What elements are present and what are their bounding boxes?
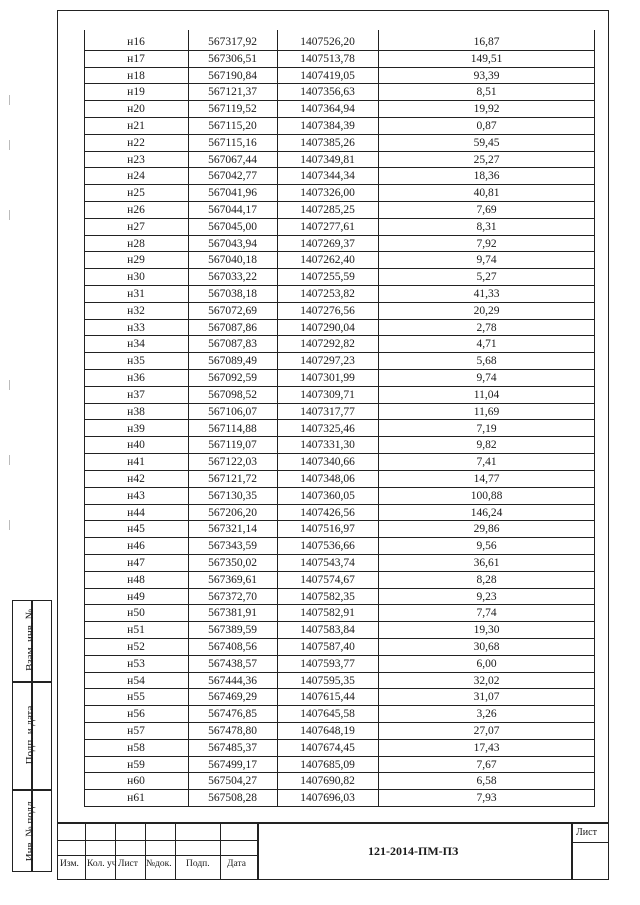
point-name-cell: н46 [127,540,145,553]
distance-cell: 41,33 [473,288,500,301]
col-data-label: Дата [227,859,246,869]
x-coordinate-cell: 567306,51 [208,52,257,65]
x-coordinate-cell: 567389,59 [208,624,257,637]
x-coordinate-cell: 567343,59 [208,540,257,553]
distance-cell: 7,67 [476,758,497,771]
y-coordinate-cell: 1407419,05 [300,69,355,82]
y-coordinate-cell: 1407255,59 [300,271,355,284]
y-coordinate-cell: 1407526,20 [300,36,355,48]
x-coordinate-cell: 567038,18 [208,288,257,301]
y-coordinate-cell: 1407513,78 [300,52,355,65]
x-coordinate-cell: 567408,56 [208,640,257,653]
table-row [84,135,595,152]
y-coordinate-cell: 1407595,35 [300,674,355,687]
distance-cell: 19,30 [473,624,500,637]
distance-cell: 20,29 [473,304,500,317]
distance-cell: 59,45 [473,136,500,149]
document-code: 121-2014-ПМ-ПЗ [368,844,459,858]
point-name-cell: н21 [127,120,145,133]
distance-cell: 2,78 [476,321,497,334]
x-coordinate-cell: 567444,36 [208,674,257,687]
point-name-cell: н45 [127,523,145,536]
table-row [84,219,595,236]
distance-cell: 11,69 [473,405,500,418]
y-coordinate-cell: 1407344,34 [300,170,355,183]
distance-cell: 9,82 [476,439,497,452]
point-name-cell: н42 [127,472,145,485]
point-name-cell: н20 [127,103,145,116]
point-name-cell: н39 [127,422,145,435]
table-row [84,387,595,404]
x-coordinate-cell: 567043,94 [208,237,257,250]
table-row [84,723,595,740]
y-coordinate-cell: 1407326,00 [300,187,355,200]
x-coordinate-cell: 567372,70 [208,590,257,603]
x-coordinate-cell: 567033,22 [208,271,257,284]
table-row [84,236,595,253]
y-coordinate-cell: 1407301,99 [300,372,355,385]
y-coordinate-cell: 1407297,23 [300,355,355,368]
x-coordinate-cell: 567504,27 [208,775,257,788]
distance-cell: 146,24 [470,506,503,519]
x-coordinate-cell: 567476,85 [208,708,257,721]
y-coordinate-cell: 1407593,77 [300,657,355,670]
point-name-cell: н49 [127,590,145,603]
x-coordinate-cell: 567321,14 [208,523,257,536]
table-row [84,572,595,589]
point-name-cell: н58 [127,741,145,754]
point-name-cell: н30 [127,271,145,284]
y-coordinate-cell: 1407356,63 [300,86,355,99]
distance-cell: 40,81 [473,187,500,200]
distance-cell: 7,19 [476,422,497,435]
distance-cell: 149,51 [470,52,503,65]
y-coordinate-cell: 1407325,46 [300,422,355,435]
x-coordinate-cell: 567087,83 [208,338,257,351]
table-row [84,269,595,286]
point-name-cell: н50 [127,607,145,620]
distance-cell: 3,26 [476,708,497,721]
col-kol-label: Кол. уч [87,859,117,869]
y-coordinate-cell: 1407309,71 [300,388,355,401]
distance-cell: 7,41 [476,456,497,469]
y-coordinate-cell: 1407674,45 [300,741,355,754]
x-coordinate-cell: 567092,59 [208,372,257,385]
y-coordinate-cell: 1407349,81 [300,153,355,166]
y-coordinate-cell: 1407587,40 [300,640,355,653]
side-stamp [12,600,56,872]
distance-cell: 9,23 [476,590,497,603]
x-coordinate-cell: 567508,28 [208,792,257,805]
distance-cell: 32,02 [473,674,500,687]
y-coordinate-cell: 1407262,40 [300,254,355,267]
x-coordinate-cell: 567045,00 [208,220,257,233]
table-row [84,555,595,572]
distance-cell: 6,00 [476,657,497,670]
x-coordinate-cell: 567115,16 [208,136,257,149]
y-coordinate-cell: 1407385,26 [300,136,355,149]
x-coordinate-cell: 567190,84 [208,69,257,82]
table-row [84,673,595,690]
distance-cell: 18,36 [473,170,500,183]
y-coordinate-cell: 1407645,58 [300,708,355,721]
x-coordinate-cell: 567499,17 [208,758,257,771]
point-name-cell: н53 [127,657,145,670]
scan-mark [9,140,13,150]
point-name-cell: н23 [127,153,145,166]
point-name-cell: н56 [127,708,145,721]
y-coordinate-cell: 1407269,37 [300,237,355,250]
table-row [84,404,595,421]
point-name-cell: н61 [127,792,145,805]
y-coordinate-cell: 1407426,56 [300,506,355,519]
distance-cell: 31,07 [473,691,500,704]
point-name-cell: н17 [127,52,145,65]
table-row [84,51,595,68]
x-coordinate-cell: 567114,88 [208,422,257,435]
point-name-cell: н37 [127,388,145,401]
distance-cell: 25,27 [473,153,500,166]
distance-cell: 30,68 [473,640,500,653]
x-coordinate-cell: 567469,29 [208,691,257,704]
point-name-cell: н60 [127,775,145,788]
table-row [84,589,595,606]
x-coordinate-cell: 567044,17 [208,204,257,217]
point-name-cell: н48 [127,573,145,586]
y-coordinate-cell: 1407574,67 [300,573,355,586]
point-name-cell: н25 [127,187,145,200]
x-coordinate-cell: 567369,61 [208,573,257,586]
x-coordinate-cell: 567087,86 [208,321,257,334]
y-coordinate-cell: 1407276,56 [300,304,355,317]
point-name-cell: н29 [127,254,145,267]
table-row [84,84,595,101]
x-coordinate-cell: 567106,07 [208,405,257,418]
x-coordinate-cell: 567119,07 [208,439,257,452]
distance-cell: 27,07 [473,724,500,737]
distance-cell: 8,51 [476,86,497,99]
table-row [84,303,595,320]
y-coordinate-cell: 1407292,82 [300,338,355,351]
point-name-cell: н34 [127,338,145,351]
point-name-cell: н52 [127,640,145,653]
x-coordinate-cell: 567041,96 [208,187,257,200]
y-coordinate-cell: 1407543,74 [300,556,355,569]
point-name-cell: н59 [127,758,145,771]
x-coordinate-cell: 567067,44 [208,153,257,166]
col-list-label: Лист [118,859,138,869]
point-name-cell: н28 [127,237,145,250]
x-coordinate-cell: 567130,35 [208,489,257,502]
table-row [84,370,595,387]
inv-podl-label: Инв. № подл. [24,798,36,862]
table-row [84,320,595,337]
distance-cell: 11,04 [473,388,500,401]
distance-cell: 29,86 [473,523,500,536]
table-row [84,437,595,454]
y-coordinate-cell: 1407582,35 [300,590,355,603]
table-row [84,336,595,353]
table-row [84,488,595,505]
y-coordinate-cell: 1407685,09 [300,758,355,771]
x-coordinate-cell: 567121,72 [208,472,257,485]
point-name-cell: н41 [127,456,145,469]
y-coordinate-cell: 1407331,30 [300,439,355,452]
coordinates-table [84,34,595,807]
y-coordinate-cell: 1407348,06 [300,472,355,485]
point-name-cell: н22 [127,136,145,149]
point-name-cell: н44 [127,506,145,519]
distance-cell: 9,74 [476,372,497,385]
table-row [84,152,595,169]
x-coordinate-cell: 567381,91 [208,607,257,620]
distance-cell: 7,93 [476,792,497,805]
point-name-cell: н26 [127,204,145,217]
table-row [84,740,595,757]
table-row [84,185,595,202]
x-coordinate-cell: 567040,18 [208,254,257,267]
point-name-cell: н24 [127,170,145,183]
distance-cell: 9,74 [476,254,497,267]
y-coordinate-cell: 1407583,84 [300,624,355,637]
point-name-cell: н55 [127,691,145,704]
point-name-cell: н57 [127,724,145,737]
table-row [84,286,595,303]
x-coordinate-cell: 567121,37 [208,86,257,99]
y-coordinate-cell: 1407696,03 [300,792,355,805]
x-coordinate-cell: 567115,20 [208,120,257,133]
y-coordinate-cell: 1407360,05 [300,489,355,502]
distance-cell: 0,87 [476,120,497,133]
table-row [84,202,595,219]
x-coordinate-cell: 567438,57 [208,657,257,670]
table-row [84,421,595,438]
col-podp-label: Подп. [186,859,210,869]
distance-cell: 5,68 [476,355,497,368]
table-row [84,505,595,522]
x-coordinate-cell: 567485,37 [208,741,257,754]
point-name-cell: н51 [127,624,145,637]
table-row [84,34,595,51]
scan-mark [9,380,13,390]
point-name-cell: н36 [127,372,145,385]
distance-cell: 93,39 [473,69,500,82]
podp-data-label: Подп. и дата [24,705,36,765]
point-name-cell: н33 [127,321,145,334]
point-name-cell: н32 [127,304,145,317]
x-coordinate-cell: 567089,49 [208,355,257,368]
point-name-cell: н54 [127,674,145,687]
y-coordinate-cell: 1407317,77 [300,405,355,418]
scan-mark [9,455,13,465]
x-coordinate-cell: 567350,02 [208,556,257,569]
title-block [57,822,609,880]
table-row [84,790,595,807]
point-name-cell: н27 [127,220,145,233]
distance-cell: 16,87 [473,36,500,48]
table-row [84,118,595,135]
distance-cell: 7,69 [476,204,497,217]
distance-cell: 5,27 [476,271,497,284]
distance-cell: 17,43 [473,741,500,754]
point-name-cell: н18 [127,69,145,82]
y-coordinate-cell: 1407277,61 [300,220,355,233]
distance-cell: 6,58 [476,775,497,788]
table-row [84,639,595,656]
scan-mark [9,210,13,220]
point-name-cell: н47 [127,556,145,569]
point-name-cell: н31 [127,288,145,301]
y-coordinate-cell: 1407516,97 [300,523,355,536]
table-row [84,689,595,706]
scan-mark [9,95,13,105]
table-row [84,605,595,622]
table-row [84,168,595,185]
table-row [84,773,595,790]
y-coordinate-cell: 1407384,39 [300,120,355,133]
x-coordinate-cell: 567098,52 [208,388,257,401]
distance-cell: 14,77 [473,472,500,485]
x-coordinate-cell: 567042,77 [208,170,257,183]
point-name-cell: н35 [127,355,145,368]
table-row [84,68,595,85]
point-name-cell: н43 [127,489,145,502]
point-name-cell: н19 [127,86,145,99]
x-coordinate-cell: 567317,92 [208,36,257,48]
distance-cell: 8,31 [476,220,497,233]
x-coordinate-cell: 567072,69 [208,304,257,317]
y-coordinate-cell: 1407364,94 [300,103,355,116]
distance-cell: 8,28 [476,573,497,586]
table-row [84,622,595,639]
distance-cell: 4,71 [476,338,497,351]
y-coordinate-cell: 1407340,66 [300,456,355,469]
distance-cell: 9,56 [476,540,497,553]
y-coordinate-cell: 1407690,82 [300,775,355,788]
scan-mark [9,520,13,530]
distance-cell: 19,92 [473,103,500,116]
distance-cell: 36,61 [473,556,500,569]
y-coordinate-cell: 1407253,82 [300,288,355,301]
table-row [84,538,595,555]
point-name-cell: н38 [127,405,145,418]
table-row [84,454,595,471]
table-row [84,757,595,774]
y-coordinate-cell: 1407648,19 [300,724,355,737]
point-name-cell: н16 [127,36,145,48]
distance-cell: 100,88 [470,489,503,502]
y-coordinate-cell: 1407536,66 [300,540,355,553]
table-row [84,471,595,488]
col-izm-label: Изм. [60,859,79,869]
y-coordinate-cell: 1407290,04 [300,321,355,334]
table-row [84,353,595,370]
table-row [84,101,595,118]
y-coordinate-cell: 1407582,91 [300,607,355,620]
x-coordinate-cell: 567206,20 [208,506,257,519]
vzam-inv-label: Взам. инв. № [24,609,36,671]
table-row [84,656,595,673]
table-row-rule [84,806,595,807]
distance-cell: 7,74 [476,607,497,620]
sheet-label: Лист [576,827,597,838]
distance-cell: 7,92 [476,237,497,250]
table-row [84,252,595,269]
point-name-cell: н40 [127,439,145,452]
y-coordinate-cell: 1407285,25 [300,204,355,217]
table-row [84,706,595,723]
x-coordinate-cell: 567119,52 [208,103,257,116]
x-coordinate-cell: 567478,80 [208,724,257,737]
x-coordinate-cell: 567122,03 [208,456,257,469]
y-coordinate-cell: 1407615,44 [300,691,355,704]
table-row [84,521,595,538]
col-ndok-label: №док. [146,859,172,869]
